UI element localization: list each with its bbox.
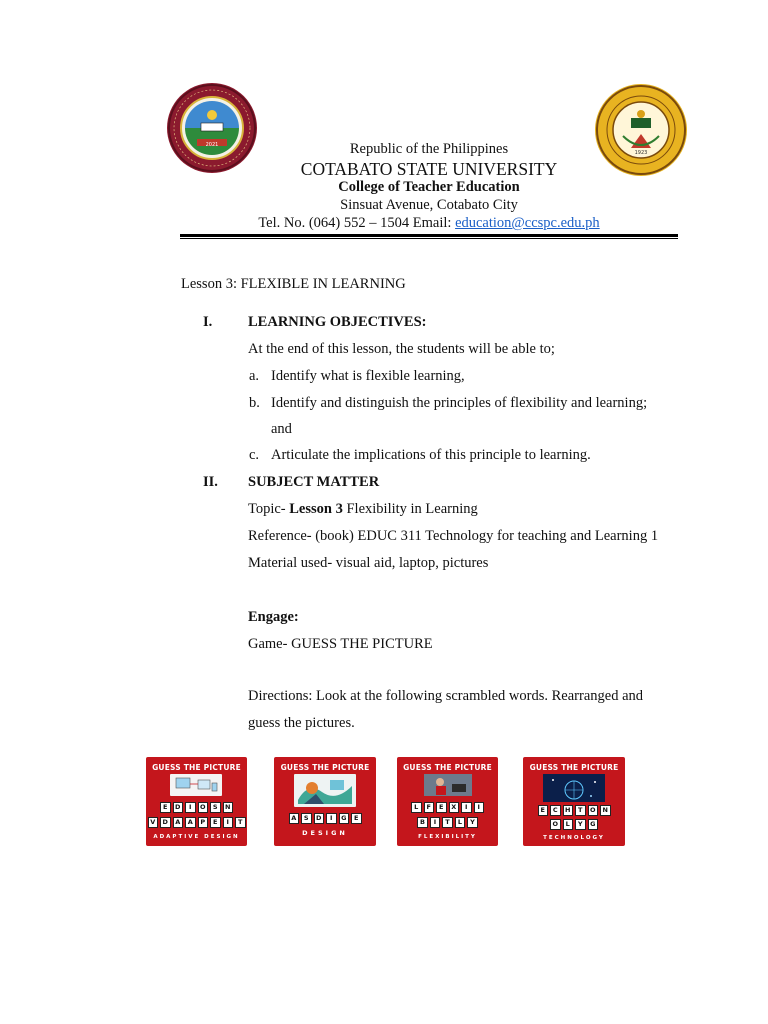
game-line: Game- GUESS THE PICTURE [248,636,433,652]
card-4-picture [543,774,605,802]
left-seal-year: 2021 [205,142,219,148]
topic-lesson-bold: Lesson 3 [289,501,343,517]
engage-heading: Engage: [248,609,299,625]
tile: E [351,813,362,824]
tile: E [210,817,221,828]
directions-line-1: Directions: Look at the following scrambled words. Rearranged and [248,688,644,704]
tile: E [160,802,171,813]
tile: O [588,805,599,816]
card-2-picture [294,774,356,807]
tile: D [173,802,184,813]
card-4-answer: TECHNOLOGY [543,835,605,841]
tile: F [424,802,435,813]
lesson-title: Lesson 3: FLEXIBLE IN LEARNING [181,276,406,292]
directions-line-2: guess the pictures. [248,715,355,731]
reference-line: Reference- (book) EDUC 311 Technology for teaching and Learning 1 [248,528,659,544]
tile: N [600,805,611,816]
objective-b-marker: b. [249,395,260,411]
card-1-tiles-row1 [146,802,247,813]
card-4-tiles-row1 [523,805,625,816]
right-seal-year: 1923 [634,150,648,156]
section2-heading: SUBJECT MATTER [248,474,380,490]
republic-line: Republic of the Philippines [349,141,509,157]
tile: T [235,817,246,828]
college-name: College of Teacher Education [338,179,520,195]
tile: D [160,817,171,828]
tile: E [538,805,549,816]
tile: Y [575,819,586,830]
guess-card-3 [397,757,498,846]
card-3-picture [424,774,472,796]
card-2-tiles-row1 [274,813,376,824]
tile: X [449,802,460,813]
guess-card-2 [274,757,376,846]
tile: G [339,813,350,824]
card-2-title: GUESS THE PICTURE [280,763,370,772]
objective-a-text: Identify what is flexible learning, [271,368,465,384]
tile: H [563,805,574,816]
card-3-tiles-row2 [397,817,498,828]
card-3-title: GUESS THE PICTURE [403,763,492,772]
tile: T [575,805,586,816]
devices-illustration-icon [170,774,222,796]
tile: O [550,819,561,830]
university-name: COTABATO STATE UNIVERSITY [300,159,558,179]
tile: I [474,802,485,813]
card-1-title: GUESS THE PICTURE [152,763,241,772]
tile: I [461,802,472,813]
tile: S [210,802,221,813]
tile: I [430,817,441,828]
tile: E [436,802,447,813]
tile: A [289,813,300,824]
tile: L [455,817,466,828]
material-line: Material used- visual aid, laptop, pictures [248,555,489,571]
telephone-text: Tel. No. (064) 552 – 1504 Email: [258,215,456,231]
guess-card-1 [146,757,247,846]
section2-numeral: II. [203,474,218,490]
topic-line [248,501,478,518]
card-3-answer: FLEXIBILITY [418,834,477,840]
card-1-picture [170,774,222,796]
objectives-intro: At the end of this lesson, the students will be able to; [248,341,555,357]
tile: I [326,813,337,824]
objective-b-text: Identify and distinguish the principles of flexibility and learning; [271,395,648,411]
tile: L [563,819,574,830]
tile: I [185,802,196,813]
tile: B [417,817,428,828]
email-link[interactable]: education@ccspc.edu.ph [455,215,600,231]
tile: L [411,802,422,813]
tile: Y [467,817,478,828]
technology-globe-icon [543,774,605,802]
flexibility-photo-icon [424,774,472,796]
tile: O [198,802,209,813]
objective-c-text: Articulate the implications of this principle to learning. [271,447,591,463]
header-rule-thin [180,238,678,239]
tile: V [148,817,159,828]
tile: S [301,813,312,824]
section1-numeral: I. [203,314,213,330]
topic-prefix: Topic- [248,501,290,517]
guess-card-4 [523,757,625,846]
address-line: Sinsuat Avenue, Cotabato City [340,197,518,213]
card-2-answer: DESIGN [302,829,348,837]
tile: G [588,819,599,830]
header-rule-thick [180,234,678,237]
tile: P [198,817,209,828]
topic-rest: Flexibility in Learning [342,501,478,517]
section1-heading: LEARNING OBJECTIVES: [248,314,427,330]
card-3-tiles-row1 [397,802,498,813]
tile: T [442,817,453,828]
card-4-title: GUESS THE PICTURE [529,763,619,772]
card-1-answer: ADAPTIVE DESIGN [153,834,240,840]
objective-c-marker: c. [249,447,260,463]
objective-b-continuation: and [271,421,292,437]
tile: A [173,817,184,828]
card-4-tiles-row2 [523,819,625,830]
design-shapes-icon [294,774,356,807]
tile: N [223,802,234,813]
card-1-tiles-row2 [146,817,247,828]
contact-line [180,215,678,232]
objective-a-marker: a. [249,368,260,384]
tile: C [550,805,561,816]
tile: A [185,817,196,828]
tile: D [314,813,325,824]
tile: I [223,817,234,828]
